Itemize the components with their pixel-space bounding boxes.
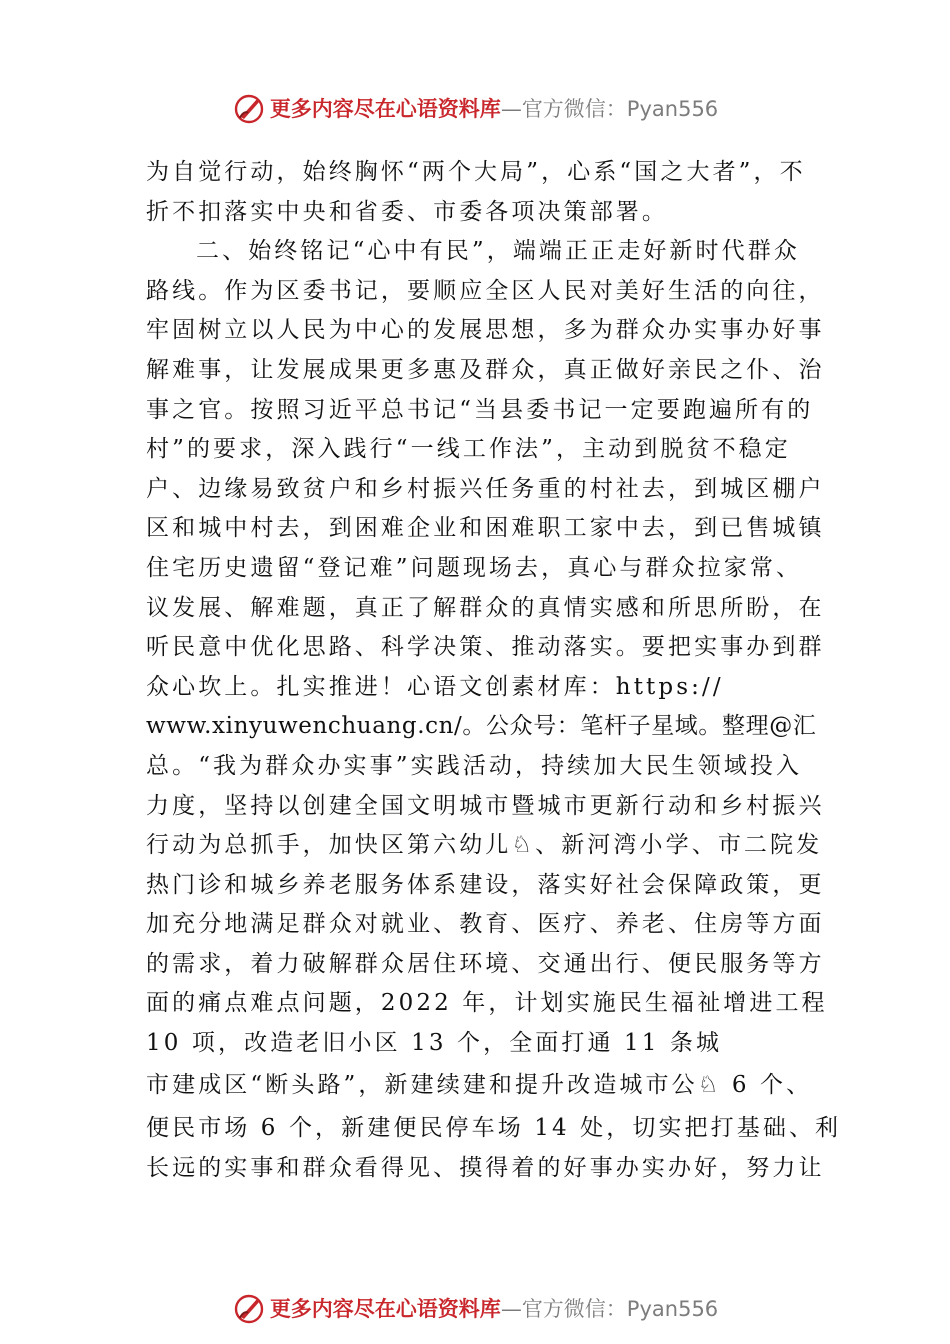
header-wechat-text: —官方微信：Pyan556 bbox=[500, 97, 719, 121]
brush-logo-icon bbox=[232, 91, 266, 125]
text-line: 市建成区“断头路”，新建续建和提升改造城市公♘ 6 个、 bbox=[146, 1071, 813, 1098]
footer-brand-text: 更多内容尽在心语资料库 bbox=[269, 1296, 501, 1321]
footer-wechat-text: —官方微信：Pyan556 bbox=[500, 1297, 719, 1321]
footer-banner bbox=[0, 1288, 950, 1328]
text-line: 议发展、解难题，真正了解群众的真情实感和所思所盼，在 bbox=[146, 594, 825, 621]
text-line: 事之官。按照习近平总书记“当县委书记一定要跑遍所有的 bbox=[146, 396, 814, 423]
text-line: 听民意中优化思路、科学决策、推动落实。要把实事办到群 bbox=[146, 634, 825, 661]
text-line: 力度，坚持以创建全国文明城市暨城市更新行动和乡村振兴 bbox=[146, 792, 825, 819]
text-line: 加充分地满足群众对就业、教育、医疗、养老、住房等方面 bbox=[146, 911, 825, 938]
document-body bbox=[146, 153, 842, 1188]
text-line: 热门诊和城乡养老服务体系建设，落实好社会保障政策，更 bbox=[146, 871, 825, 898]
text-line: 牢固树立以人民为中心的发展思想，多为群众办实事办好事 bbox=[146, 317, 825, 344]
text-line: www.xinyuwenchuang.cn/。公众号：笔杆子星域。整理@汇 bbox=[146, 713, 817, 740]
text-line: 总。“我为群众办实事”实践活动，持续加大民生领域投入 bbox=[146, 752, 803, 779]
text-line: 10 项，改造老旧小区 13 个，全面打通 11 条城 bbox=[146, 1030, 723, 1057]
text-line: 便民市场 6 个，新建便民停车场 14 处，切实把打基础、利 bbox=[146, 1115, 842, 1142]
text-line: 区和城中村去，到困难企业和困难职工家中去，到已售城镇 bbox=[146, 515, 825, 542]
text-line: 为自觉行动，始终胸怀“两个大局”，心系“国之大者”，不 bbox=[146, 159, 806, 185]
text-line: 众心坎上。扎实推进！心语文创素材库：https:// bbox=[146, 673, 724, 700]
text-line: 面的痛点难点问题，2022 年，计划实施民生福祉增进工程 bbox=[146, 990, 828, 1017]
text-line: 行动为总抓手，加快区第六幼儿♘、新河湾小学、市二院发 bbox=[146, 832, 823, 859]
text-line: 的需求，着力破解群众居住环境、交通出行、便民服务等方 bbox=[146, 950, 825, 977]
brush-logo-icon bbox=[232, 1291, 266, 1325]
text-line: 路线。作为区委书记，要顺应全区人民对美好生活的向往， bbox=[146, 277, 825, 304]
text-line: 解难事，让发展成果更多惠及群众，真正做好亲民之仆、治 bbox=[146, 356, 825, 383]
paragraph-start-line: 二、始终铭记“心中有民”，端端正正走好新时代群众 bbox=[196, 238, 800, 265]
text-line: 长远的实事和群众看得见、摸得着的好事办实办好，努力让 bbox=[146, 1154, 825, 1181]
text-line: 住宅历史遗留“登记难”问题现场去，真心与群众拉家常、 bbox=[146, 554, 803, 581]
header-banner bbox=[0, 88, 950, 128]
header-brand-text: 更多内容尽在心语资料库 bbox=[269, 96, 501, 121]
text-line: 户、边缘易致贫户和乡村振兴任务重的村社去，到城区棚户 bbox=[146, 475, 825, 502]
text-line: 村”的要求，深入践行“一线工作法”，主动到脱贫不稳定 bbox=[146, 436, 791, 463]
text-line: 折不扣落实中央和省委、市委各项决策部署。 bbox=[146, 198, 668, 225]
